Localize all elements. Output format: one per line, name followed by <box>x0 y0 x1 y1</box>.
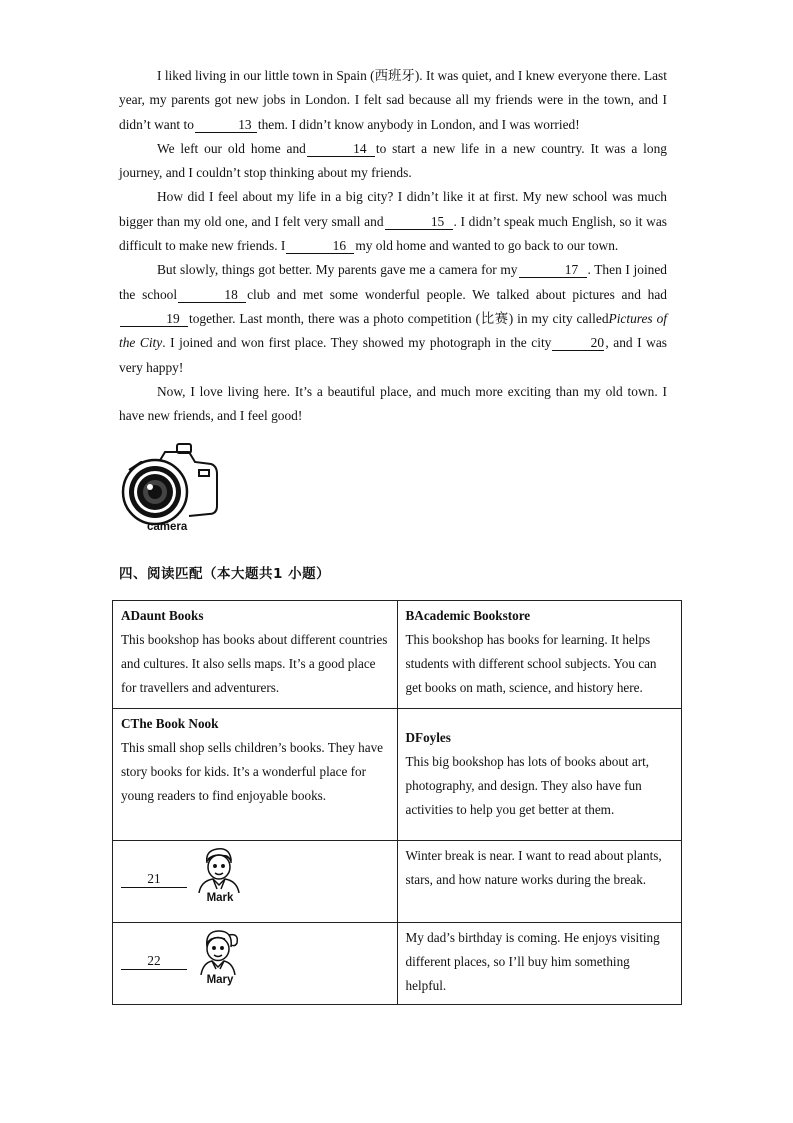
table-row <box>113 709 682 841</box>
blank-14[interactable]: 14 <box>307 141 375 157</box>
table-row <box>113 923 682 1005</box>
blank-13[interactable]: 13 <box>195 117 257 133</box>
blank-15[interactable]: 15 <box>385 214 453 230</box>
matching-table <box>112 600 682 1005</box>
shop-b-desc: This bookshop has books for learning. It helps students with different school subjects. You can get books on math, science, and history here. <box>405 632 657 695</box>
paragraph-5: Now, I love living here. It’s a beautiful place, and much more exciting than my old town. I have new friends, and I feel good! <box>119 383 667 424</box>
reading-passage <box>119 64 667 428</box>
answer-blank-21[interactable]: 21 <box>121 871 187 888</box>
paragraph-4: But slowly, things got better. My parents gave me a camera for my 17 . Then I joined the school 18 club and met some wonderful people. We talked about pictures and had19 together. Last month, there was a photo competition (比赛) in my city calledPictures of the City. I joined and won first place. They showed my photograph in the city 20, and I was very happy! <box>119 262 668 375</box>
paragraph-2: We left our old home and 14 to start a new life in a new country. It was a long journey, and I couldn’t stop thinking about my friends. <box>119 140 667 181</box>
camera-caption: camera <box>147 521 188 533</box>
girl-avatar-icon <box>195 927 245 975</box>
shop-a-cell <box>113 601 398 709</box>
shop-d-desc: This big bookshop has lots of books about art, photography, and design. They also have fun activities to help you get better at them. <box>405 754 650 817</box>
shop-d-cell <box>397 709 682 841</box>
blank-17[interactable]: 17 <box>519 262 587 278</box>
person-mark-name: Mark <box>206 892 234 904</box>
shop-b-cell <box>397 601 682 709</box>
answer-blank-22[interactable]: 22 <box>121 953 187 970</box>
person-mary-need: My dad’s birthday is coming. He enjoys visiting different places, so I’ll buy him something helpful. <box>397 923 682 1005</box>
shop-b-name: BAcademic Bookstore <box>405 608 531 623</box>
blank-18[interactable]: 18 <box>178 287 246 303</box>
paragraph-3: How did I feel about my life in a big city? I didn’t like it at first. My new school was much bigger than my old one, and I felt very small and 15 . I didn’t speak much English, so it was difficult to make new friends. I 16 my old home and wanted to go back to our town. <box>119 189 667 254</box>
section-title: 四、阅读匹配（本大题共1 小题） <box>119 566 331 582</box>
shop-c-name: CThe Book Nook <box>121 716 219 731</box>
shop-c-cell <box>113 709 398 841</box>
person-mary-cell <box>113 923 398 1005</box>
boy-avatar-icon <box>195 845 245 893</box>
person-mark-need: Winter break is near. I want to read about plants, stars, and how nature works during the break. <box>397 841 682 923</box>
table-row <box>113 601 682 709</box>
shop-a-desc: This bookshop has books about different countries and cultures. It also sells maps. It’s a good place for travellers and adventurers. <box>121 632 388 695</box>
competition-name: Pictures of the City <box>119 310 668 351</box>
person-mary-name: Mary <box>206 974 234 986</box>
blank-19[interactable]: 19 <box>120 311 188 327</box>
shop-d-name: DFoyles <box>405 730 451 745</box>
paragraph-1: I liked living in our little town in Spain (西班牙). It was quiet, and I knew everyone there. Last year, my parents got new jobs in London. I felt sad because all my friends were in the town, and I didn’t want to 13 them. I didn’t know anybody in London, and I was worried! <box>119 68 667 132</box>
shop-c-desc: This small shop sells children’s books. They have story books for kids. It’s a wonderful place for young readers to find enjoyable books. <box>121 740 384 803</box>
person-mark-cell <box>113 841 398 923</box>
shop-a-name: ADaunt Books <box>121 608 204 623</box>
blank-20[interactable]: 20 <box>552 335 604 351</box>
blank-16[interactable]: 16 <box>286 238 354 254</box>
table-row <box>113 841 682 923</box>
